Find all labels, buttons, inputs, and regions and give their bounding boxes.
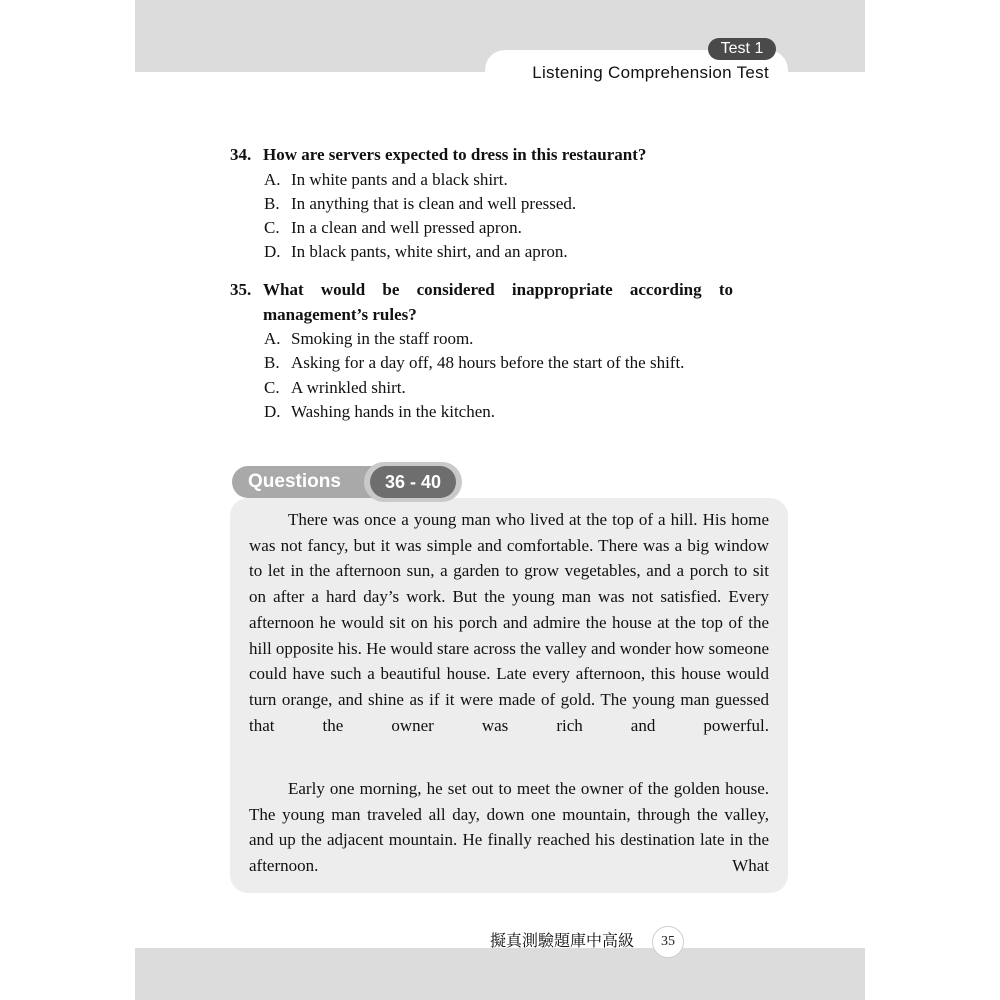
- passage-paragraph-2-text: Early one morning, he set out to meet the owner of the golden house. The young man traveled all day, down one mountain, through the valley, and up the adjacent mountain. He finally reached his destination late in the afternoon. What: [249, 779, 769, 876]
- option-letter: C.: [264, 218, 280, 238]
- option-text: Smoking in the staff room.: [291, 329, 474, 348]
- option-letter: A.: [264, 169, 281, 189]
- option-letter: D.: [264, 242, 281, 262]
- question-35: [230, 278, 733, 424]
- passage-paragraph-1: [249, 507, 769, 738]
- section-title: Listening Comprehension Test: [532, 63, 769, 82]
- questions-range: 36 - 40: [370, 466, 456, 498]
- option-letter: B.: [264, 353, 280, 373]
- option-text: In a clean and well pressed apron.: [291, 218, 522, 238]
- option-text: In white pants and a black shirt.: [291, 169, 508, 189]
- option-letter: C.: [264, 377, 280, 397]
- questions-label: Questions: [232, 466, 402, 498]
- passage-paragraph-2: [249, 776, 769, 879]
- footer-band: [135, 948, 865, 1000]
- option-text: Asking for a day off, 48 hours before the start of the shift.: [291, 353, 685, 373]
- option-c: [230, 376, 733, 400]
- question-text: How are servers expected to dress in this restaurant?: [263, 145, 647, 164]
- option-d: [230, 240, 733, 264]
- page: [135, 0, 865, 1000]
- option-letter: B.: [264, 193, 280, 213]
- option-a: [230, 327, 733, 351]
- question-number: 34.: [230, 145, 252, 164]
- test-label-badge: Test 1: [708, 38, 776, 60]
- question-text: What would be considered inappropriate according to management’s rules?: [263, 280, 733, 324]
- option-text: In anything that is clean and well pressed.: [291, 193, 577, 213]
- option-c: [230, 216, 733, 240]
- option-letter: A.: [264, 329, 281, 348]
- question-34: [230, 143, 733, 265]
- option-text: A wrinkled shirt.: [291, 377, 406, 397]
- option-text: In black pants, white shirt, and an apron.: [291, 242, 568, 262]
- questions-banner: [230, 462, 465, 502]
- option-letter: D.: [264, 401, 281, 421]
- passage-paragraph-1-text: There was once a young man who lived at the top of a hill. His home was not fancy, but it was simple and comfortable. There was a big window to let in the afternoon sun, a garden to grow vegetables, and a porch to sit on after a hard day’s work. But the young man was not satisfied. Every afternoon he would sit on his porch and admire the house at the top of the hill opposite his. He would stare across the valley and wonder how someone could have such a beautiful house. Late every afternoon, this house would turn orange, and shine as if it were made of gold. The young man guessed that the owner was rich and powerful.: [249, 510, 769, 735]
- question-number: 35.: [230, 280, 252, 299]
- option-b: [230, 192, 733, 216]
- page-number: 35: [652, 926, 684, 958]
- option-b: [230, 351, 733, 375]
- book-title: 擬真測驗題庫中高級: [490, 931, 635, 950]
- option-text: Washing hands in the kitchen.: [291, 401, 496, 421]
- option-a: [230, 168, 733, 192]
- option-d: [230, 400, 733, 424]
